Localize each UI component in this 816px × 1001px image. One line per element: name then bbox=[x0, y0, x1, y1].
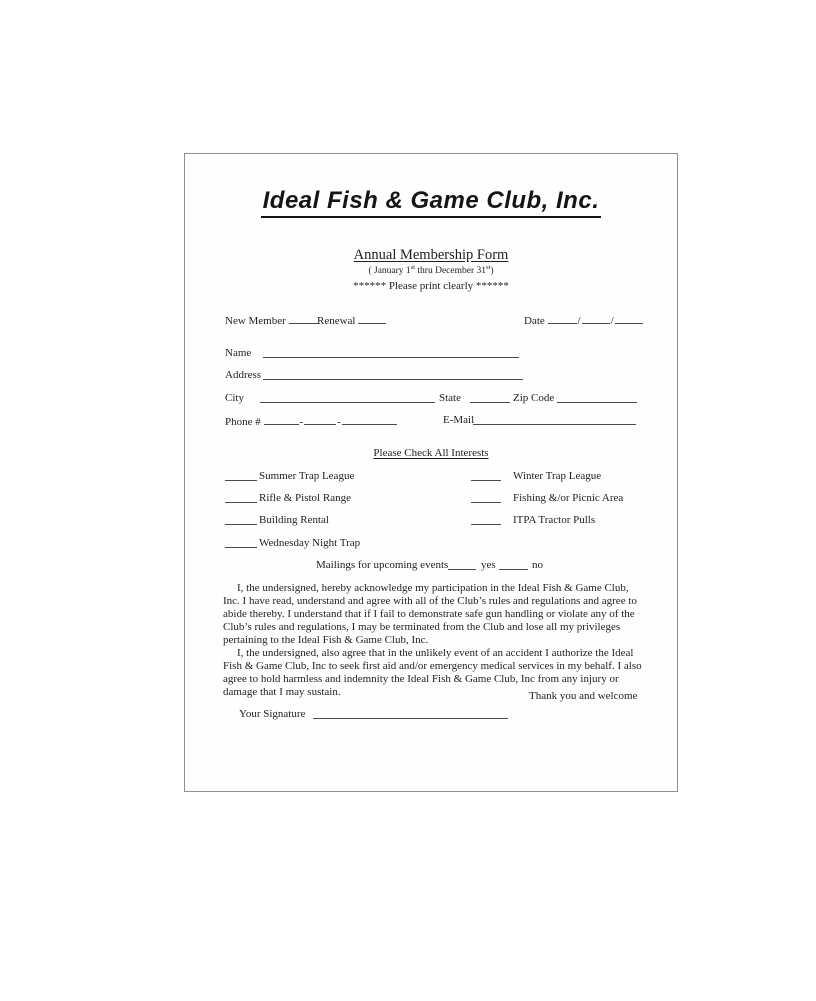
state-blank[interactable] bbox=[470, 392, 510, 403]
thanks-text: Thank you and welcome bbox=[529, 690, 638, 702]
date-day-blank[interactable] bbox=[582, 313, 610, 324]
date-month-blank[interactable] bbox=[548, 313, 577, 324]
mailings-label: Mailings for upcoming events bbox=[316, 559, 449, 571]
renewal-blank[interactable] bbox=[358, 313, 386, 324]
new-member-field bbox=[225, 313, 319, 327]
mailings-yes-blank[interactable] bbox=[448, 559, 476, 570]
interest-label-wednesday-trap: Wednesday Night Trap bbox=[259, 537, 361, 549]
interest-label-building-rental: Building Rental bbox=[259, 514, 329, 526]
interest-label-itpa-tractor: ITPA Tractor Pulls bbox=[513, 514, 596, 526]
city-blank[interactable] bbox=[260, 392, 435, 403]
member-type-row bbox=[225, 313, 635, 328]
interest-label-rifle-pistol: Rifle & Pistol Range bbox=[259, 492, 351, 504]
name-row bbox=[225, 347, 635, 362]
mailings-no-blank[interactable] bbox=[499, 559, 528, 570]
email-blank[interactable] bbox=[473, 414, 636, 425]
renewal-field bbox=[317, 313, 386, 327]
interest-row bbox=[225, 514, 635, 529]
renewal-label: Renewal bbox=[317, 315, 356, 327]
email-label: E-Mail bbox=[443, 414, 475, 426]
state-label: State bbox=[439, 392, 461, 404]
club-title: Ideal Fish & Game Club, Inc. bbox=[261, 187, 602, 218]
phone-field: Phone # - - bbox=[225, 414, 397, 428]
interest-label-summer-trap: Summer Trap League bbox=[259, 470, 355, 482]
checkbox-blank-rifle-pistol[interactable] bbox=[225, 492, 257, 503]
membership-form-page bbox=[184, 153, 678, 792]
checkbox-blank-building-rental[interactable] bbox=[225, 514, 257, 525]
name-blank[interactable] bbox=[263, 347, 519, 358]
mailings-row bbox=[225, 559, 635, 574]
date-year-blank[interactable] bbox=[615, 313, 643, 324]
interests-heading: Please Check All Interests bbox=[373, 447, 489, 459]
signature-row bbox=[225, 708, 635, 723]
interest-row bbox=[225, 492, 635, 507]
checkbox-blank-itpa-tractor[interactable] bbox=[471, 514, 501, 525]
membership-date-range: ( January 1st thru December 31st) bbox=[368, 264, 494, 277]
phone-area-blank[interactable] bbox=[264, 414, 299, 425]
name-label: Name bbox=[225, 347, 252, 359]
address-row bbox=[225, 369, 635, 384]
new-member-label: New Member bbox=[225, 315, 286, 327]
city-state-zip-row bbox=[225, 392, 635, 407]
liability-waiver-paragraph: I, the undersigned, also agree that in the unlikely event of an accident I authorize the Ideal Fish & Game Club, Inc to seek first aid and/or emergency medical services in my behalf. I also agree to hold harmless and indemnity the Ideal Fish & Game Club, Inc from any injury or damage that I may sustain. bbox=[223, 647, 642, 698]
phone-line-blank[interactable] bbox=[342, 414, 397, 425]
interest-label-fishing-picnic: Fishing &/or Picnic Area bbox=[513, 492, 624, 504]
date-field: Date / / bbox=[524, 313, 643, 327]
phone-email-row bbox=[225, 414, 635, 429]
interest-label-winter-trap: Winter Trap League bbox=[513, 470, 602, 482]
interest-row bbox=[225, 470, 635, 485]
checkbox-blank-winter-trap[interactable] bbox=[471, 470, 501, 481]
zip-label: Zip Code bbox=[513, 392, 555, 404]
page-title bbox=[185, 187, 677, 218]
checkbox-blank-wednesday-trap[interactable] bbox=[225, 537, 257, 548]
date-label: Date bbox=[524, 315, 545, 327]
zip-blank[interactable] bbox=[557, 392, 637, 403]
address-label: Address bbox=[225, 369, 262, 381]
mailings-yes-label: yes bbox=[481, 559, 496, 571]
form-heading: Annual Membership Form bbox=[353, 247, 509, 263]
city-label: City bbox=[225, 392, 244, 404]
interest-row bbox=[225, 537, 635, 552]
new-member-blank[interactable] bbox=[289, 313, 319, 324]
print-clearly-notice: ****** Please print clearly ****** bbox=[353, 280, 509, 292]
checkbox-blank-fishing-picnic[interactable] bbox=[471, 492, 501, 503]
mailings-no-label: no bbox=[532, 559, 543, 571]
address-blank[interactable] bbox=[263, 369, 523, 380]
signature-label: Your Signature bbox=[239, 708, 306, 720]
rules-acknowledgement-paragraph: I, the undersigned, hereby acknowledge my participation in the Ideal Fish & Game Club, Inc. I have read, understand and agree with all of the Club’s rules and regulations and agree to abide thereby. I understand that if I fail to demonstrate safe gun handling or violate any of the Club’s rules and regulations, I may be terminated from the Club and lose all my privileges pertaining to the Ideal Fish & Game Club, Inc. bbox=[223, 582, 637, 646]
checkbox-blank-summer-trap[interactable] bbox=[225, 470, 257, 481]
signature-blank[interactable] bbox=[313, 708, 508, 719]
phone-label: Phone # bbox=[225, 416, 261, 428]
phone-prefix-blank[interactable] bbox=[304, 414, 336, 425]
